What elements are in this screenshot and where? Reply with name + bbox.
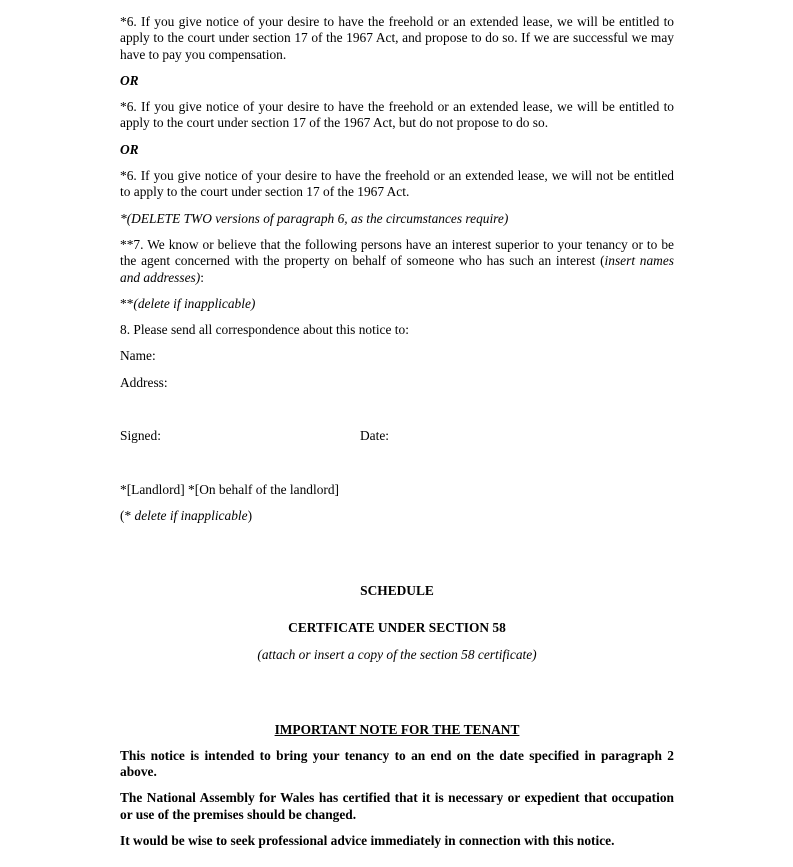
paragraph-6-option-c: *6. If you give notice of your desire to have the freehold or an extended lease, we will not be entitled to apply to the court under section 17 of the 1967 Act.	[120, 168, 674, 200]
or-separator: OR	[120, 141, 139, 157]
date-label: Date:	[360, 428, 389, 444]
address-label: Address:	[120, 374, 168, 390]
paragraph-7-note-text: (delete if inapplicable)	[133, 295, 256, 311]
tenant-note-paragraph-2: The National Assembly for Wales has certified that it is necessary or expedient that occupation or use of the premises should be changed.	[120, 790, 674, 822]
document-page	[120, 14, 674, 849]
paragraph-7-instruction: insert names and addresses)	[120, 253, 674, 285]
paragraph-7	[120, 237, 674, 286]
capacity-note-close: )	[247, 508, 253, 524]
paragraph-7-tail: :	[200, 269, 204, 285]
paragraph-7-note	[120, 296, 674, 312]
certificate-instruction: (attach or insert a copy of the section 58 certificate)	[257, 647, 537, 663]
paragraph-8: 8. Please send all correspondence about this notice to:	[120, 322, 409, 338]
paragraph-7-note-prefix: **	[120, 295, 134, 311]
signatory-capacity: *[Landlord] *[On behalf of the landlord]	[120, 482, 340, 498]
tenant-note-paragraph-3: It would be wise to seek professional advice immediately in connection with this notice.	[120, 833, 615, 849]
schedule-heading: SCHEDULE	[360, 582, 434, 598]
paragraph-6-delete-note: *(DELETE TWO versions of paragraph 6, as the circumstances require)	[120, 210, 509, 226]
name-label: Name:	[120, 348, 156, 364]
tenant-note-paragraph-1: This notice is intended to bring your tenancy to an end on the date specified in paragraph 2 above.	[120, 747, 674, 780]
paragraph-7-text: **7. We know or believe that the following persons have an interest superior to your tenancy or to be the agent concerned with the property on behalf of someone who has such an interest (	[120, 236, 674, 269]
capacity-note-open: (*	[120, 508, 135, 524]
certificate-heading: CERTFICATE UNDER SECTION 58	[288, 619, 506, 635]
signed-label: Signed:	[120, 428, 161, 444]
capacity-note	[120, 508, 674, 524]
signature-row	[120, 428, 674, 444]
or-separator: OR	[120, 72, 139, 88]
capacity-note-text: delete if inapplicable	[134, 508, 248, 524]
paragraph-6-option-b: *6. If you give notice of your desire to have the freehold or an extended lease, we will be entitled to apply to the court under section 17 of the 1967 Act, but do not propose to do so.	[120, 99, 674, 131]
paragraph-6-option-a: *6. If you give notice of your desire to have the freehold or an extended lease, we will be entitled to apply to the court under section 17 of the 1967 Act, and propose to do so. If we are successful we may have to pay you compensation.	[120, 14, 674, 62]
tenant-note-heading: IMPORTANT NOTE FOR THE TENANT	[274, 721, 520, 737]
